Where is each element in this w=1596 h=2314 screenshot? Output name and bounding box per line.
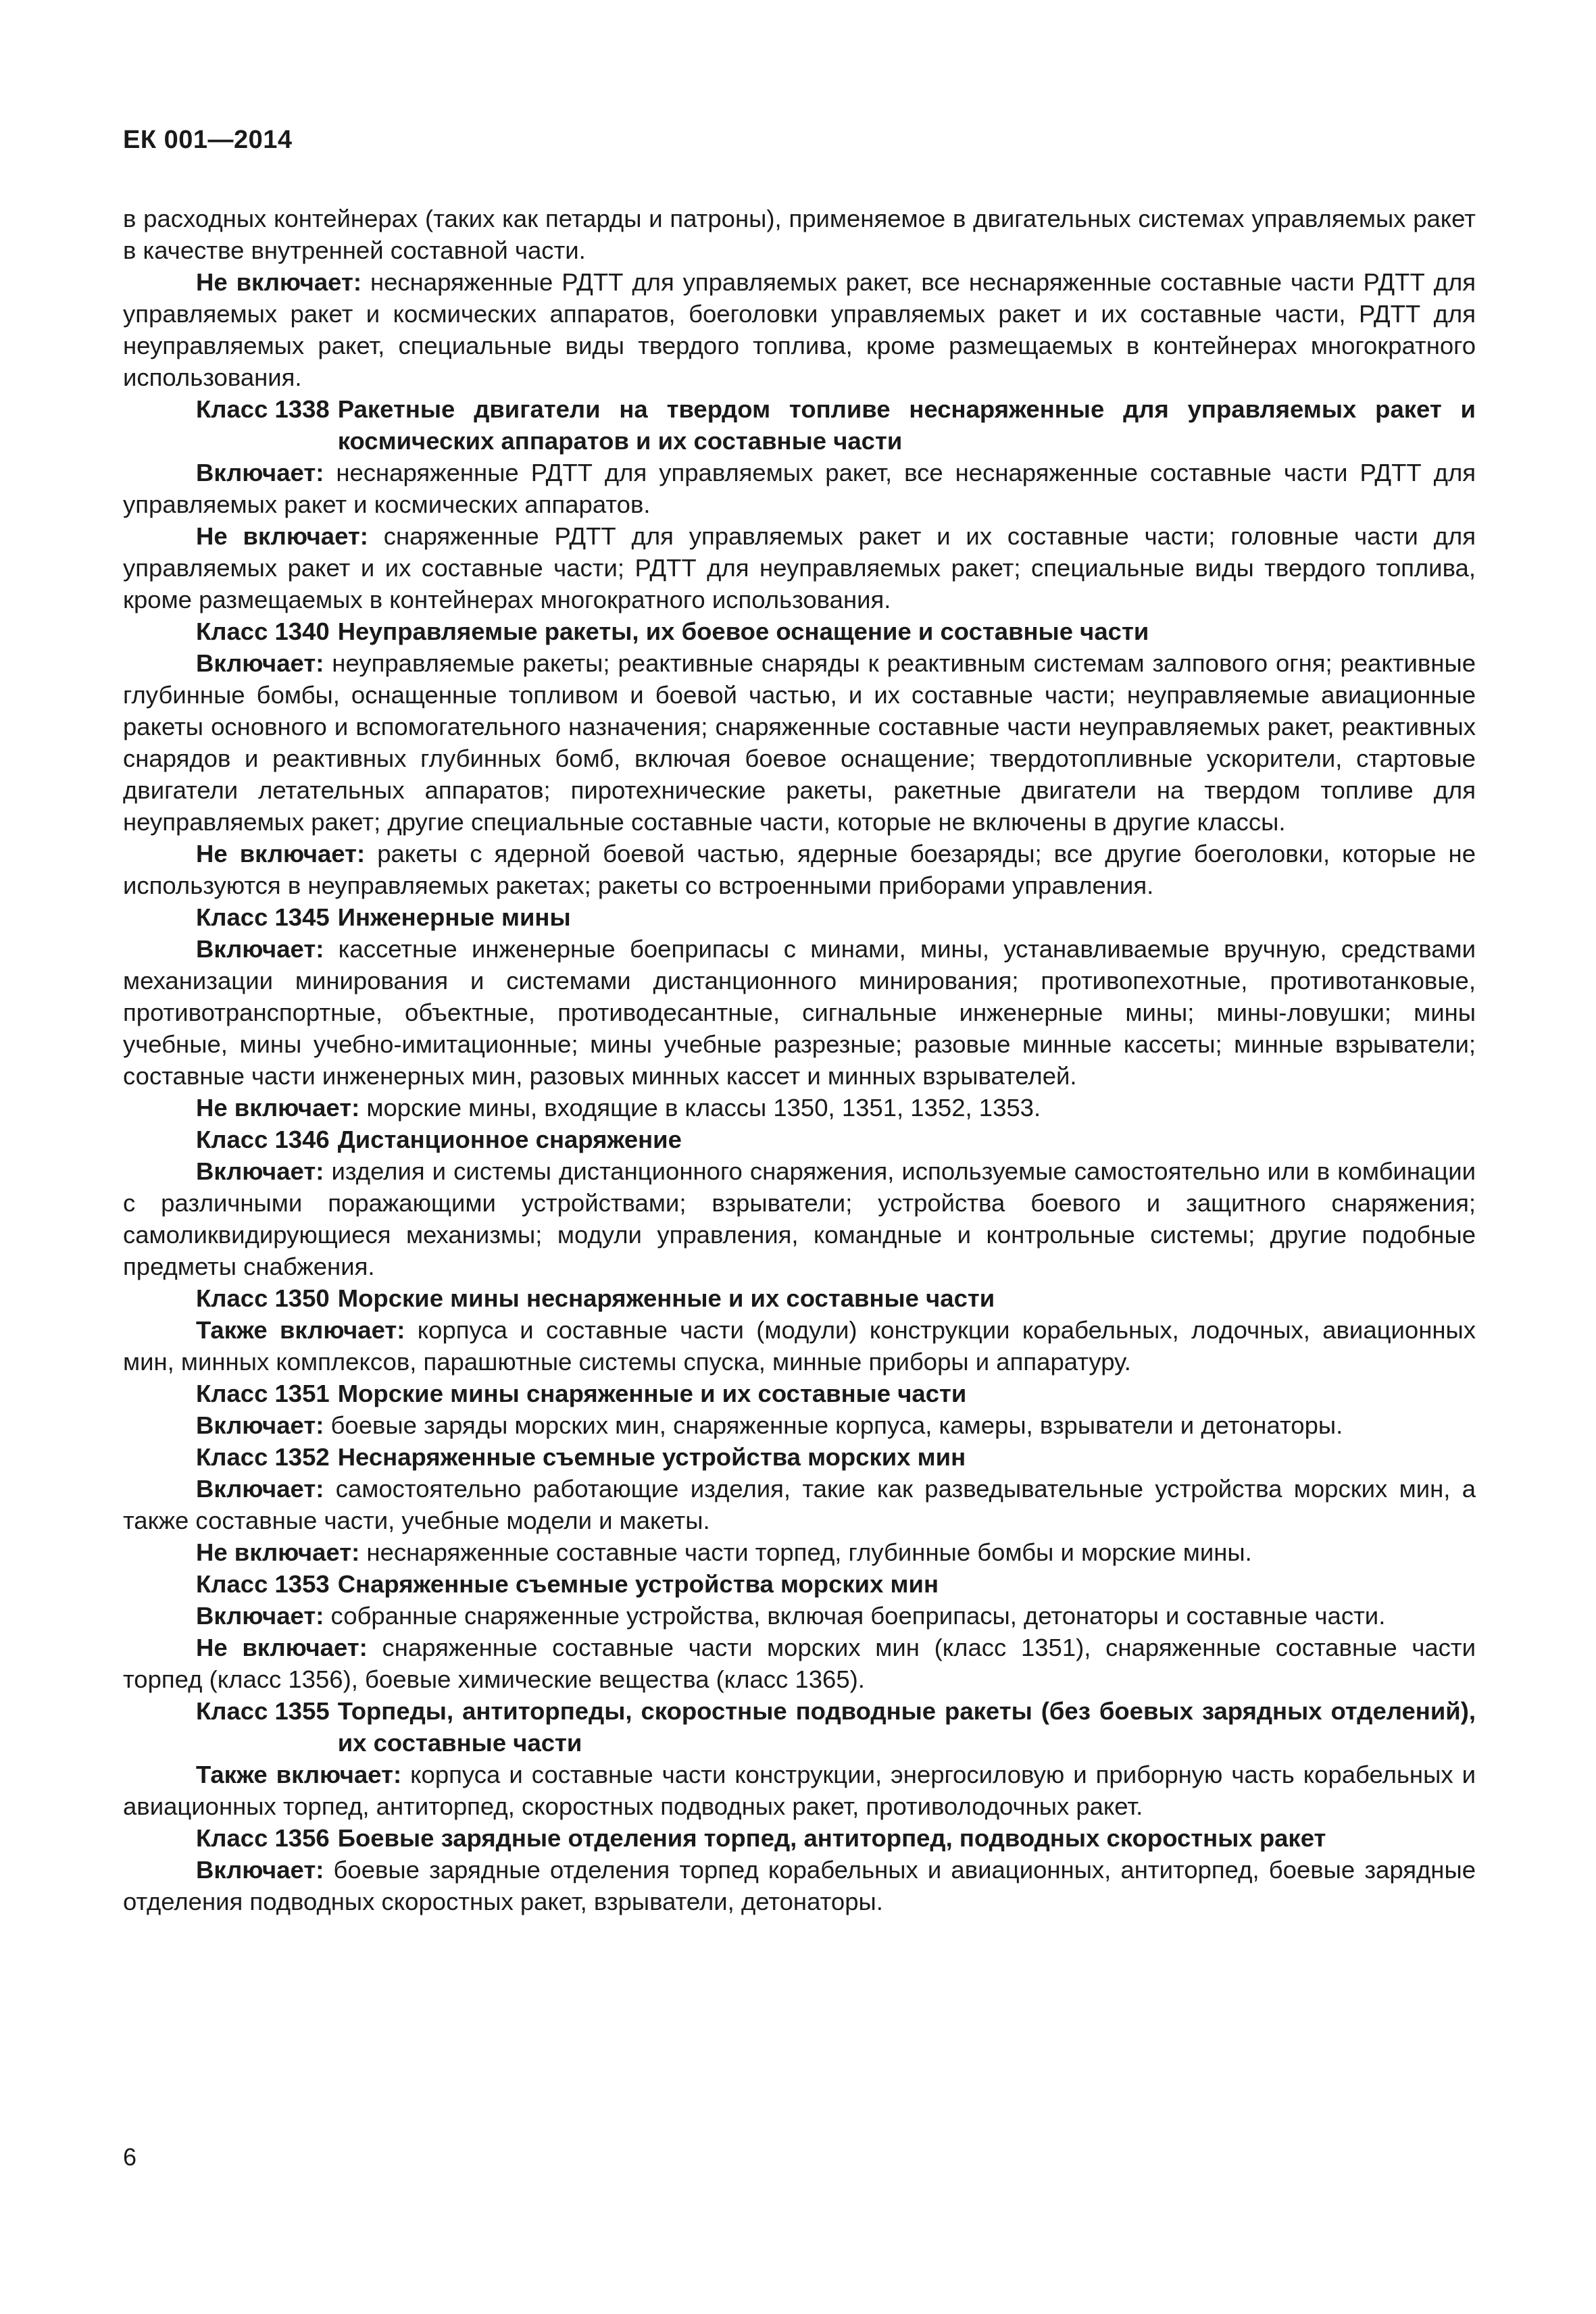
class-title: Морские мины снаряженные и их составные части [337, 1380, 967, 1407]
document-header: ЕК 001—2014 [123, 126, 293, 154]
paragraph [123, 1536, 1476, 1568]
paragraph-text: самостоятельно работающие изделия, такие как разведывательные устройства морских мин, а также составные части, учебные модели и макеты. [123, 1475, 1476, 1534]
paragraph-label: Не включает: [196, 840, 366, 867]
class-heading [123, 1568, 1476, 1600]
paragraph-text: корпуса и составные части (модули) конструкции корабельных, лодочных, авиационных мин, минных комплексов, парашютные системы спуска, минные приборы и аппаратуру. [123, 1316, 1476, 1376]
class-title: Дистанционное снаряжение [337, 1126, 682, 1153]
paragraph-text: морские мины, входящие в классы 1350, 1351, 1352, 1353. [359, 1094, 1041, 1122]
paragraph [123, 1473, 1476, 1536]
class-heading [123, 393, 1476, 457]
paragraph [123, 266, 1476, 393]
document-body [123, 203, 1476, 1917]
paragraph [123, 520, 1476, 615]
class-title: Инженерные мины [337, 903, 571, 931]
class-title: Ракетные двигатели на твердом топливе неснаряженные для управляемых ракет и космических аппаратов и их составные части [337, 395, 1476, 455]
class-heading [123, 1822, 1476, 1854]
paragraph-text: неснаряженные составные части торпед, глубинные бомбы и морские мины. [359, 1538, 1252, 1566]
paragraph-text: собранные снаряженные устройства, включая боеприпасы, детонаторы и составные части. [324, 1602, 1386, 1630]
paragraph-label: Включает: [196, 1157, 324, 1185]
paragraph [123, 933, 1476, 1092]
class-number: Класс 1340 [196, 618, 330, 645]
class-heading [123, 615, 1476, 647]
paragraph-text: изделия и системы дистанционного снаряжения, используемые самостоятельно или в комбинации с различными поражающими устройствами; взрыватели; устройства боевого и защитного снаряжения; самоликвидирующиеся механизмы; модули управления, командные и контрольные системы; другие подобные предметы снабжения. [123, 1157, 1476, 1280]
class-number: Класс 1356 [196, 1824, 330, 1852]
class-heading [123, 1282, 1476, 1314]
paragraph [123, 457, 1476, 520]
paragraph-label: Не включает: [196, 1094, 360, 1122]
paragraph-label: Включает: [196, 459, 324, 486]
class-heading [123, 1378, 1476, 1409]
paragraph-label: Включает: [196, 649, 324, 677]
paragraph [123, 1092, 1476, 1124]
paragraph-text: снаряженные РДТТ для управляемых ракет и их составные части; головные части для управляемых ракет и их составные части; РДТТ для неуправляемых ракет; специальные виды твердого топлива, кроме размещаемых в контейнерах многократного использования. [123, 522, 1476, 613]
paragraph [123, 1314, 1476, 1378]
paragraph [123, 1155, 1476, 1282]
paragraph-text: снаряженные составные части морских мин (класс 1351), снаряженные составные части торпед (класс 1356), боевые химические вещества (класс 1365). [123, 1634, 1476, 1693]
paragraph [123, 203, 1476, 266]
class-title: Неснаряженные съемные устройства морских мин [337, 1443, 966, 1471]
class-heading [123, 1695, 1476, 1759]
paragraph-label: Не включает: [196, 268, 362, 296]
paragraph-label: Не включает: [196, 1634, 368, 1661]
class-title: Торпеды, антиторпеды, скоростные подводные ракеты (без боевых зарядных отделений), их составные части [337, 1697, 1476, 1757]
paragraph-text: в расходных контейнерах (таких как петарды и патроны), применяемое в двигательных системах управляемых ракет в качестве внутренней составной части. [123, 205, 1476, 264]
paragraph-text: боевые зарядные отделения торпед корабельных и авиационных, антиторпед, боевые зарядные отделения подводных скоростных ракет, взрыватели, детонаторы. [123, 1856, 1476, 1915]
class-heading [123, 1441, 1476, 1473]
paragraph-text: корпуса и составные части конструкции, энергосиловую и приборную часть корабельных и авиационных торпед, антиторпед, скоростных подводных ракет, противолодочных ракет. [123, 1761, 1476, 1820]
paragraph-label: Включает: [196, 1602, 324, 1630]
paragraph-label: Также включает: [196, 1316, 405, 1344]
paragraph-text: боевые заряды морских мин, снаряженные корпуса, камеры, взрыватели и детонаторы. [324, 1411, 1343, 1439]
class-number: Класс 1353 [196, 1570, 330, 1598]
paragraph [123, 1759, 1476, 1822]
class-title: Неуправляемые ракеты, их боевое оснащение и составные части [337, 618, 1149, 645]
paragraph [123, 838, 1476, 901]
paragraph-text: неснаряженные РДТТ для управляемых ракет, все неснаряженные составные части РДТТ для управляемых ракет и космических аппаратов. [123, 459, 1476, 518]
paragraph [123, 647, 1476, 838]
class-title: Снаряженные съемные устройства морских мин [337, 1570, 939, 1598]
paragraph [123, 1854, 1476, 1917]
page-number: 6 [123, 2143, 137, 2171]
class-heading [123, 901, 1476, 933]
class-number: Класс 1352 [196, 1443, 330, 1471]
paragraph-text: неснаряженные РДТТ для управляемых ракет, все неснаряженные составные части РДТТ для управляемых ракет и космических аппаратов, боеголовки управляемых ракет и их составные части, РДТТ для неуправляемых ракет, специальные виды твердого топлива, кроме размещаемых в контейнерах многократного использования. [123, 268, 1476, 391]
paragraph-label: Включает: [196, 935, 324, 963]
paragraph-label: Включает: [196, 1475, 324, 1503]
class-number: Класс 1338 [196, 395, 330, 423]
paragraph-label: Также включает: [196, 1761, 402, 1788]
class-number: Класс 1355 [196, 1697, 330, 1725]
paragraph-label: Не включает: [196, 1538, 360, 1566]
class-number: Класс 1345 [196, 903, 330, 931]
paragraph [123, 1632, 1476, 1695]
class-title: Боевые зарядные отделения торпед, антиторпед, подводных скоростных ракет [337, 1824, 1326, 1852]
paragraph-label: Не включает: [196, 522, 368, 550]
paragraph-text: ракеты с ядерной боевой частью, ядерные боезаряды; все другие боеголовки, которые не используются в неуправляемых ракетах; ракеты со встроенными приборами управления. [123, 840, 1476, 899]
class-number: Класс 1350 [196, 1284, 330, 1312]
paragraph-text: кассетные инженерные боеприпасы с минами, мины, устанавливаемые вручную, средствами механизации минирования и системами дистанционного минирования; противопехотные, противотанковые, противотранспортные, объектные, противодесантные, сигнальные инженерные мины; мины-ловушки; мины учебные, мины учебно-имитационные; мины учебные разрезные; разовые минные кассеты; минные взрыватели; составные части инженерных мин, разовых минных кассет и минных взрывателей. [123, 935, 1476, 1090]
class-heading [123, 1124, 1476, 1155]
class-number: Класс 1351 [196, 1380, 330, 1407]
paragraph-label: Включает: [196, 1411, 324, 1439]
paragraph-text: неуправляемые ракеты; реактивные снаряды к реактивным системам залпового огня; реактивные глубинные бомбы, оснащенные топливом и боевой частью, и их составные части; неуправляемые авиационные ракеты основного и вспомогательного назначения; снаряженные составные части неуправляемых ракет, реактивных снарядов и реактивных глубинных бомб, включая боевое оснащение; твердотопливные ускорители, стартовые двигатели летательных аппаратов; пиротехнические ракеты, ракетные двигатели на твердом топливе для неуправляемых ракет; другие специальные составные части, которые не включены в другие классы. [123, 649, 1476, 836]
paragraph [123, 1600, 1476, 1632]
paragraph [123, 1409, 1476, 1441]
class-title: Морские мины неснаряженные и их составные части [337, 1284, 995, 1312]
paragraph-label: Включает: [196, 1856, 324, 1884]
class-number: Класс 1346 [196, 1126, 330, 1153]
